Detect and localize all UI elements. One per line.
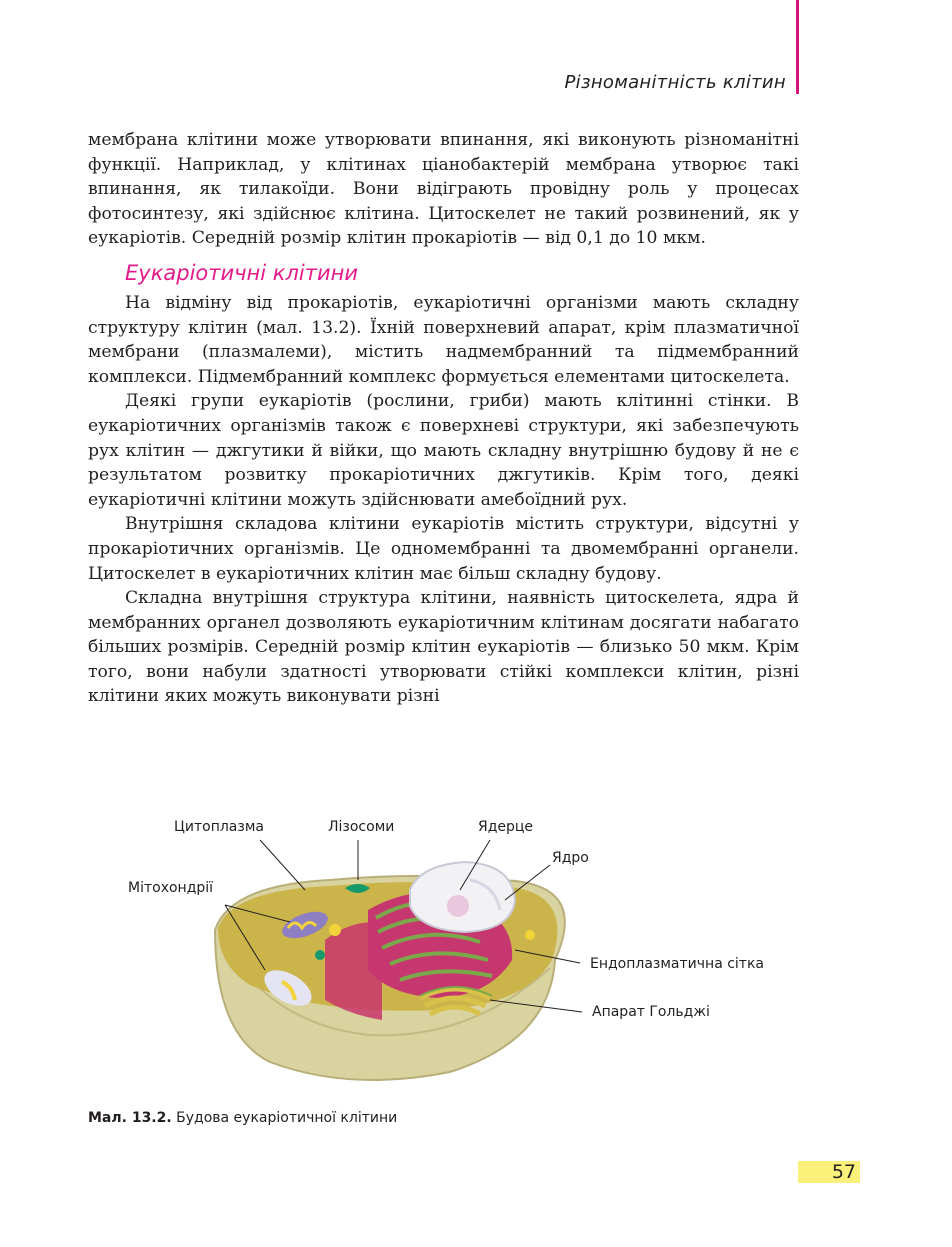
label-mitochondria: Мітохондрії <box>128 880 214 896</box>
paragraph: Внутрішня складова клітини еукаріотів містить структури, відсутні у прокаріотичних організмів. Це одномембранні та двомембранні органели. Цитоскелет в еукаріотичних клітин має більш складну будову. <box>88 514 799 584</box>
body-text <box>88 128 799 709</box>
paragraph: Складна внутрішня структура клітини, наявність цитоскелета, ядра й мембранних органел дозволяють еукаріотичним клітинам досягати набагато більших розмірів. Середній розмір клітин еукаріотів — близько 50 мкм. Крім того, вони набули здатності утворювати стійкі комплекси клітин, різні клітини яких можуть виконувати різні <box>88 588 799 707</box>
figure-caption <box>88 1110 397 1126</box>
label-nucleus: Ядро <box>552 850 589 866</box>
section-heading: Еукаріотичні клітини <box>125 260 358 285</box>
paragraph: Деякі групи еукаріотів (рослини, гриби) мають клітинні стінки. В еукаріотичних організмів також є поверхневі структури, які забезпечують рух клітин — джгутики й війки, що мають складну внутрішню будову й не є результатом розвитку прокаріотичних джгутиків. Крім того, деякі еукаріотичні клітини можуть здійснювати амебоїдний рух. <box>88 391 799 510</box>
label-lysosomes: Лізосоми <box>328 819 395 835</box>
cell-figure <box>120 810 820 1100</box>
label-endoplasmic-reticulum: Ендоплазматична сітка <box>590 956 764 972</box>
caption-text: Будова еукаріотичної клітини <box>171 1110 398 1126</box>
running-head: Різноманітність клітин <box>564 72 786 93</box>
paragraph: мембрана клітини може утворювати впинання, які виконують різноманітні функції. Наприклад, у клітинах ціанобактерій мембрана утворює такі впинання, як тилакоїди. Вони відіграють провідну роль у процесах фотосинтезу, які здійснює клітина. Цитоскелет не такий розвинений, як у еукаріотів. Середній розмір клітин прокаріотів — від 0,1 до 10 мкм. <box>88 130 799 249</box>
top-accent-rule <box>796 0 799 94</box>
paragraph: На відміну від прокаріотів, еукаріотичні організми мають складну структуру клітин (мал. 13.2). Їхній поверхневий апарат, крім плазматичної мембрани (плазмалеми), містить надмембранний та підмембранний комплекси. Підмембранний комплекс формується елементами цитоскелета. <box>88 292 799 387</box>
page-number: 57 <box>798 1161 860 1183</box>
eukaryotic-cell-illustration <box>120 810 820 1100</box>
label-golgi-apparatus: Апарат Гольджі <box>592 1004 710 1020</box>
label-cytoplasm: Цитоплазма <box>174 819 264 835</box>
label-nucleolus: Ядерце <box>478 819 534 835</box>
caption-number: Мал. 13.2. <box>88 1110 172 1126</box>
